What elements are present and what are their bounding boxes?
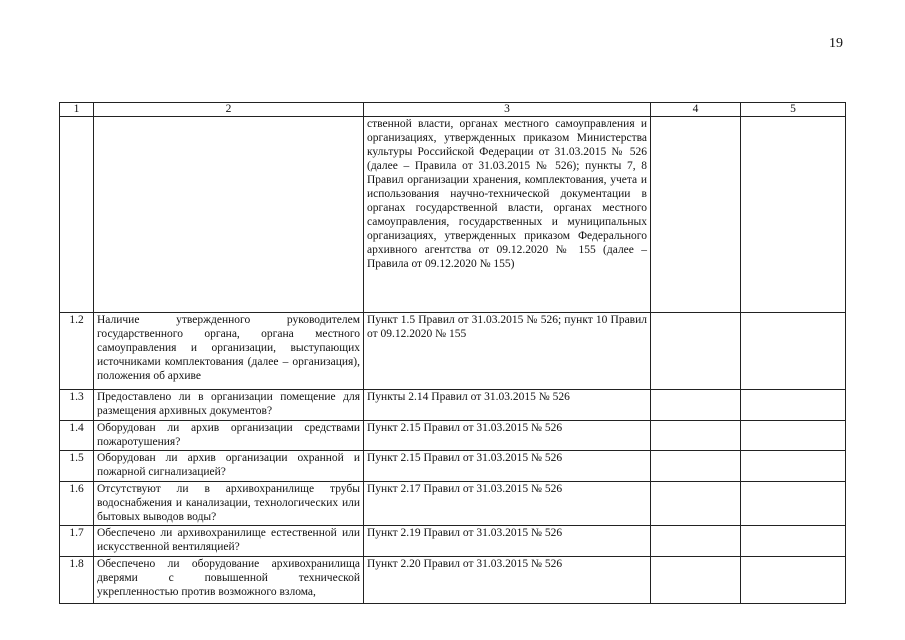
row-cell-4 (651, 557, 741, 604)
row-number: 1.8 (60, 557, 94, 604)
row-number: 1.3 (60, 390, 94, 421)
table-row (60, 451, 846, 482)
header-cell-5: 5 (741, 103, 846, 117)
inspection-table (59, 102, 846, 604)
row-question: Оборудован ли архив организации средствами пожаротушения? (94, 421, 364, 451)
row-legal-basis: Пункт 2.19 Правил от 31.03.2015 № 526 (364, 526, 651, 557)
row-number: 1.4 (60, 421, 94, 451)
page-number: 19 (829, 36, 843, 51)
row-legal-basis: Пункт 2.17 Правил от 31.03.2015 № 526 (364, 482, 651, 526)
row-question: Предоставлено ли в организации помещение для размещения архивных документов? (94, 390, 364, 421)
table-row (60, 390, 846, 421)
table-row (60, 421, 846, 451)
row-cell-4 (651, 526, 741, 557)
row-question: Наличие утвержденного руководителем государственного органа, органа местного самоуправления и организации, выступающих источниками комплектования (далее – организация), положения об архиве (94, 313, 364, 390)
row-number: 1.7 (60, 526, 94, 557)
row-legal-basis: Пункт 2.15 Правил от 31.03.2015 № 526 (364, 421, 651, 451)
header-cell-2: 2 (94, 103, 364, 117)
row-question: Оборудован ли архив организации охранной и пожарной сигнализацией? (94, 451, 364, 482)
row-number (60, 117, 94, 313)
row-cell-5 (741, 421, 846, 451)
row-cell-4 (651, 421, 741, 451)
row-question: Обеспечено ли оборудование архивохранилища дверями с повышенной технической укрепленностью против возможного взлома, (94, 557, 364, 604)
table-row (60, 117, 846, 313)
row-number: 1.2 (60, 313, 94, 390)
row-number: 1.5 (60, 451, 94, 482)
row-number: 1.6 (60, 482, 94, 526)
table-row (60, 557, 846, 604)
row-question: Отсутствуют ли в архивохранилище трубы водоснабжения и канализации, технологических или бытовых выводов воды? (94, 482, 364, 526)
row-cell-5 (741, 557, 846, 604)
row-cell-5 (741, 526, 846, 557)
row-cell-4 (651, 117, 741, 313)
table-row (60, 313, 846, 390)
row-cell-5 (741, 482, 846, 526)
row-cell-5 (741, 313, 846, 390)
header-cell-3: 3 (364, 103, 651, 117)
row-cell-4 (651, 390, 741, 421)
row-cell-4 (651, 482, 741, 526)
header-cell-1: 1 (60, 103, 94, 117)
header-cell-4: 4 (651, 103, 741, 117)
row-legal-basis: ственной власти, органах местного самоуправления и организациях, утвержденных приказом Министерства культуры Российской Федерации от 31.03.2015 № 526 (далее – Правила от 31.03.2015 № 526); пункты 7, 8 Правил организации хранения, комплектования, учета и использования научно-технической документации в органах государственной власти, органах местного самоуправления, государственных и муниципальных организациях, утвержденных приказом Федерального архивного агентства от 09.12.2020 № 155 (далее – Правила от 09.12.2020 № 155) (364, 117, 651, 313)
row-cell-5 (741, 451, 846, 482)
row-cell-4 (651, 451, 741, 482)
table-header-row (60, 103, 846, 117)
row-legal-basis: Пункты 2.14 Правил от 31.03.2015 № 526 (364, 390, 651, 421)
row-legal-basis: Пункт 2.20 Правил от 31.03.2015 № 526 (364, 557, 651, 604)
row-legal-basis: Пункт 1.5 Правил от 31.03.2015 № 526; пункт 10 Правил от 09.12.2020 № 155 (364, 313, 651, 390)
table-row (60, 482, 846, 526)
row-cell-5 (741, 117, 846, 313)
table-row (60, 526, 846, 557)
row-cell-5 (741, 390, 846, 421)
row-legal-basis: Пункт 2.15 Правил от 31.03.2015 № 526 (364, 451, 651, 482)
row-question: Обеспечено ли архивохранилище естественной или искусственной вентиляцией? (94, 526, 364, 557)
row-question (94, 117, 364, 313)
row-cell-4 (651, 313, 741, 390)
